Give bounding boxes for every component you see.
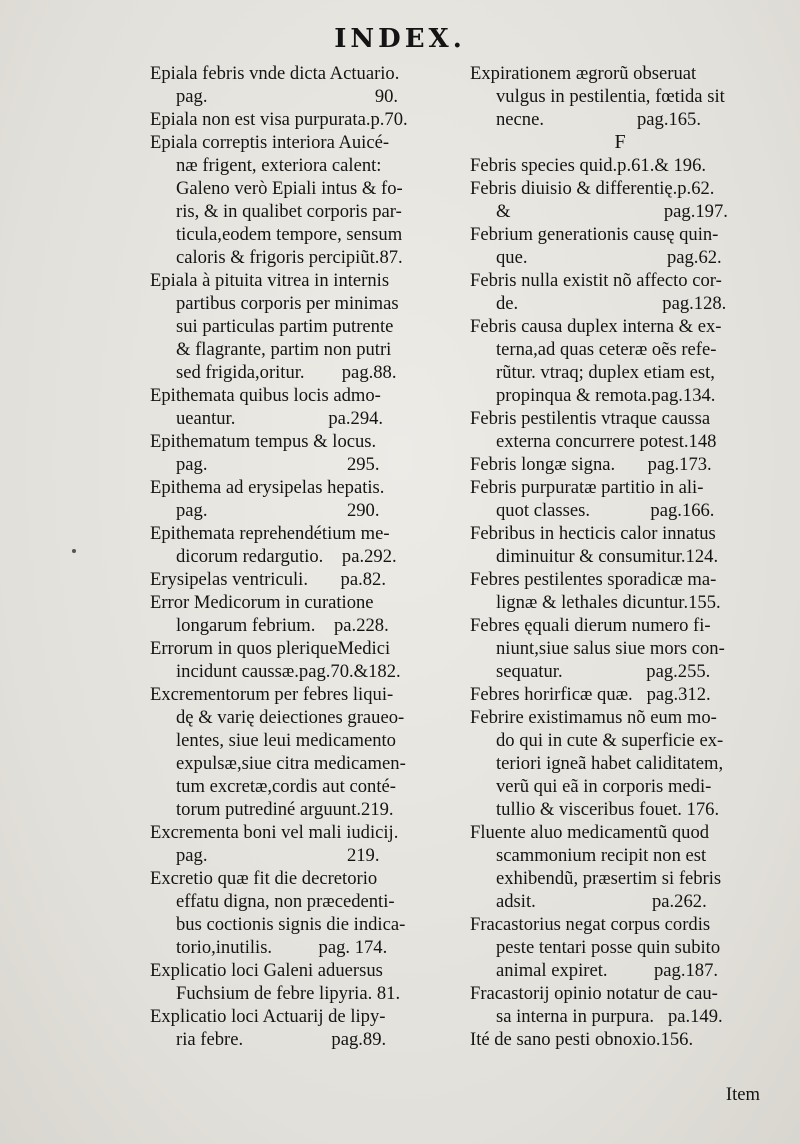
entry-first-line: Epithemata quibus locis admo- (150, 385, 381, 406)
entry-first-line: Fracastorius negat corpus cordis (470, 914, 711, 935)
index-entry (150, 959, 460, 1005)
entry-continuation-line: & flagrante, partim non putri (176, 339, 392, 360)
entry-continuation-line: Galeno verò Epiali intus & fo- (176, 178, 403, 199)
entry-first-line: Errorum in quos pleriqueMedici (150, 638, 391, 659)
entry-continuation-line: sui particulas partim putrente (176, 316, 394, 337)
index-entry (470, 476, 770, 522)
page-header: INDEX. (334, 24, 466, 54)
index-entry (470, 683, 770, 706)
index-entry (470, 522, 770, 568)
entry-first-line: Febres ęquali dierum numero fi- (470, 615, 711, 636)
entry-continuation-line: necne. pag.165. (496, 109, 702, 130)
index-entry (470, 177, 770, 223)
entry-first-line: Excrementa boni vel mali iudicij. (150, 822, 399, 843)
index-entry (150, 1005, 460, 1051)
index-entry (470, 614, 770, 683)
entry-continuation-line: næ frigent, exteriora calent: (176, 155, 382, 176)
entry-continuation-line: de. pag.128. (496, 293, 727, 314)
entry-continuation-line: ris, & in qualibet corporis par- (176, 201, 402, 222)
entry-continuation-line: externa concurrere potest.148 (496, 431, 717, 452)
entry-first-line: Fluente aluo medicamentũ quod (470, 822, 710, 843)
entry-continuation-line: lignæ & lethales dicuntur.155. (496, 592, 721, 613)
entry-continuation-line: incidunt caussæ.pag.70.&182. (176, 661, 401, 682)
entry-continuation-line: niunt,siue salus siue mors con- (496, 638, 725, 659)
entry-continuation-line: effatu digna, non præcedenti- (176, 891, 395, 912)
entry-first-line: Febris causa duplex interna & ex- (470, 316, 722, 337)
entry-first-line: Febres horirficæ quæ. pag.312. (470, 684, 711, 705)
entry-continuation-line: pag. 295. (176, 454, 380, 475)
entry-continuation-line: & pag.197. (496, 201, 728, 222)
entry-continuation-line: ria febre. pag.89. (176, 1029, 387, 1050)
entry-continuation-line: sequatur. pag.255. (496, 661, 711, 682)
entry-first-line: Febris nulla existit nõ affecto cor- (470, 270, 722, 291)
entry-continuation-line: torio,inutilis. pag. 174. (176, 937, 388, 958)
entry-continuation-line: propinqua & remota.pag.134. (496, 385, 716, 406)
index-entry (470, 154, 770, 177)
entry-continuation-line: ticula,eodem tempore, sensum (176, 224, 403, 245)
index-entry (470, 1028, 770, 1051)
entry-first-line: Febris longæ signa. pag.173. (470, 454, 712, 475)
entry-first-line: Explicatio loci Galeni aduersus (150, 960, 383, 981)
entry-continuation-line: teriori igneã habet caliditatem, (496, 753, 724, 774)
entry-continuation-line: diminuitur & consumitur.124. (496, 546, 719, 567)
index-entry (150, 131, 460, 269)
index-entry (470, 269, 770, 315)
right-column (470, 62, 770, 1051)
entry-continuation-line: pag. 219. (176, 845, 380, 866)
entry-first-line: Febris purpuratæ partitio in ali- (470, 477, 704, 498)
entry-continuation-line: do qui in cute & superficie ex- (496, 730, 724, 751)
index-entry (150, 683, 460, 821)
index-entry (150, 821, 460, 867)
entry-continuation-line: caloris & frigoris percipiũt.87. (176, 247, 403, 268)
index-entry (470, 706, 770, 821)
entry-first-line: Excrementorum per febres liqui- (150, 684, 394, 705)
index-entry (470, 407, 770, 453)
entry-continuation-line: animal expiret. pag.187. (496, 960, 719, 981)
entry-continuation-line: exhibendũ, præsertim si febris (496, 868, 722, 889)
entry-first-line: Febribus in hecticis calor innatus (470, 523, 716, 544)
entry-first-line: Epithema ad erysipelas hepatis. (150, 477, 385, 498)
index-entry (150, 430, 460, 476)
entry-first-line: Epiala non est visa purpurata.p.70. (150, 109, 408, 130)
entry-continuation-line: adsit. pa.262. (496, 891, 707, 912)
section-letter: F (614, 131, 626, 153)
entry-continuation-line: dę & varię deiectiones graueo- (176, 707, 405, 728)
left-column (150, 62, 460, 1051)
entry-continuation-line: vulgus in pestilentia, fœtida sit (496, 86, 725, 107)
index-entry (470, 223, 770, 269)
entry-continuation-line: Fuchsium de febre lipyria. 81. (176, 983, 401, 1004)
entry-continuation-line: scammonium recipit non est (496, 845, 707, 866)
entry-first-line: Febris diuisio & differentię.p.62. (470, 178, 715, 199)
entry-continuation-line: pag. 90. (176, 86, 399, 107)
index-entry (150, 568, 460, 591)
entry-first-line: Epiala correptis interiora Auicé- (150, 132, 390, 153)
entry-first-line: Ité de sano pesti obnoxio.156. (470, 1029, 694, 1050)
index-entry (150, 637, 460, 683)
index-entry (150, 108, 460, 131)
entry-continuation-line: tullio & visceribus fouet. 176. (496, 799, 720, 820)
index-entry (150, 62, 460, 108)
entry-continuation-line: dicorum redargutio. pa.292. (176, 546, 397, 567)
index-entry (470, 821, 770, 913)
index-entry (470, 453, 770, 476)
ink-speck (72, 549, 76, 553)
entry-continuation-line: torum putrediné arguunt.219. (176, 799, 394, 820)
entry-continuation-line: ueantur. pa.294. (176, 408, 384, 429)
entry-continuation-line: partibus corporis per minimas (176, 293, 399, 314)
entry-first-line: Excretio quæ fit die decretorio (150, 868, 378, 889)
entry-continuation-line: sed frigida,oritur. pag.88. (176, 362, 397, 383)
entry-first-line: Epiala febris vnde dicta Actuario. (150, 63, 400, 84)
index-entry (150, 384, 460, 430)
index-entry (470, 62, 770, 131)
index-entry (470, 982, 770, 1028)
entry-continuation-line: tum excretæ,cordis aut conté- (176, 776, 396, 797)
entry-first-line: Epithemata reprehendétium me- (150, 523, 390, 544)
entry-first-line: Epiala à pituita vitrea in internis (150, 270, 390, 291)
entry-first-line: Error Medicorum in curatione (150, 592, 374, 613)
entry-continuation-line: peste tentari posse quin subito (496, 937, 721, 958)
index-entry (470, 315, 770, 407)
index-entry (150, 591, 460, 637)
entry-continuation-line: bus coctionis signis die indica- (176, 914, 406, 935)
entry-first-line: Febres pestilentes sporadicæ ma- (470, 569, 717, 590)
index-entry (150, 867, 460, 959)
index-entry (150, 269, 460, 384)
entry-first-line: Fracastorij opinio notatur de cau- (470, 983, 718, 1004)
entry-first-line: Febrire existimamus nõ eum mo- (470, 707, 717, 728)
index-entry (470, 568, 770, 614)
entry-first-line: Febris species quid.p.61.& 196. (470, 155, 707, 176)
catchword: Item (725, 1084, 760, 1105)
index-entry (150, 476, 460, 522)
entry-continuation-line: que. pag.62. (496, 247, 722, 268)
entry-continuation-line: quot classes. pag.166. (496, 500, 715, 521)
entry-first-line: Expirationem ægrorũ obseruat (470, 63, 697, 84)
entry-continuation-line: longarum febrium. pa.228. (176, 615, 389, 636)
entry-continuation-line: rũtur. vtraq; duplex etiam est, (496, 362, 715, 383)
entry-continuation-line: verũ qui eã in corporis medi- (496, 776, 712, 797)
index-entry (150, 522, 460, 568)
entry-continuation-line: expulsæ,siue citra medicamen- (176, 753, 406, 774)
index-entry (470, 913, 770, 982)
entry-continuation-line: pag. 290. (176, 500, 380, 521)
entry-first-line: Erysipelas ventriculi. pa.82. (150, 569, 386, 590)
entry-first-line: Febris pestilentis vtraque caussa (470, 408, 711, 429)
entry-first-line: Epithematum tempus & locus. (150, 431, 377, 452)
entry-first-line: Febrium generationis causę quin- (470, 224, 719, 245)
entry-continuation-line: lentes, siue leui medicamento (176, 730, 396, 751)
entry-first-line: Explicatio loci Actuarij de lipy- (150, 1006, 386, 1027)
entry-continuation-line: terna,ad quas ceteræ oẽs refe- (496, 339, 717, 360)
entry-continuation-line: sa interna in purpura. pa.149. (496, 1006, 723, 1027)
